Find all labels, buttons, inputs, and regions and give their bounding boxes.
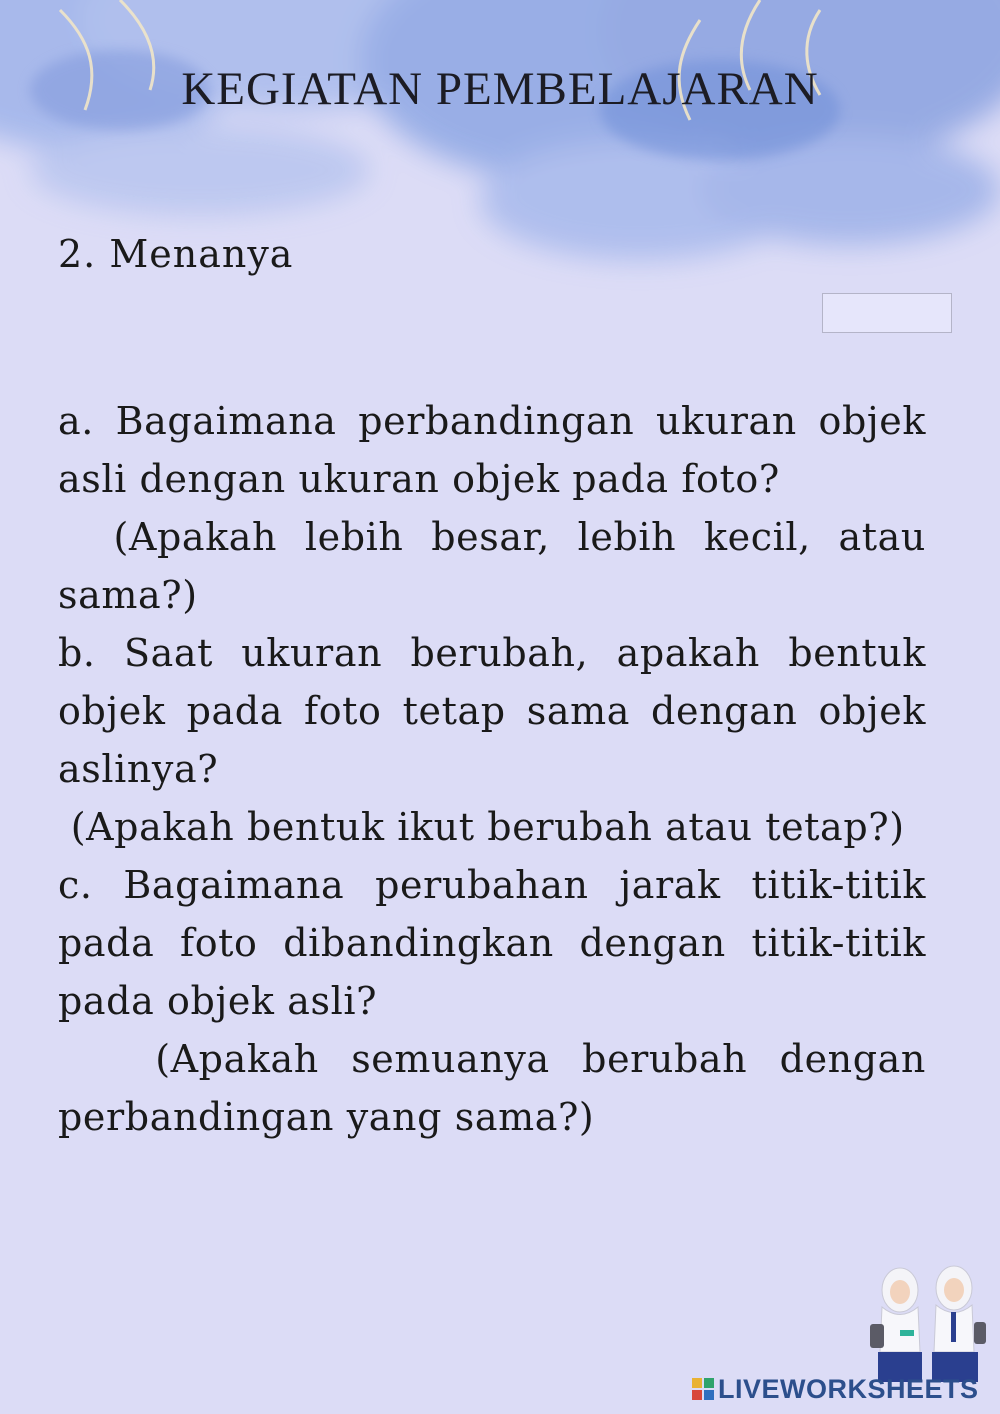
- liveworksheets-brand: [692, 1374, 979, 1404]
- brand-text: LIVEWORKSHEETS: [718, 1373, 979, 1404]
- question-c-hint: (Apakah semuanya berubah dengan perbandingan yang sama?): [58, 1037, 939, 1139]
- students-illustration: [862, 1262, 990, 1382]
- answer-input-box[interactable]: [822, 293, 952, 333]
- question-b-hint: (Apakah bentuk ikut berubah atau tetap?): [58, 805, 905, 849]
- section-heading: 2. Menanya: [58, 232, 294, 276]
- page-title: KEGIATAN PEMBELAJARAN: [181, 63, 819, 115]
- question-a: a. Bagaimana perbandingan ukuran objek asli dengan ukuran objek pada foto?: [58, 399, 926, 501]
- liveworksheets-logo-icon: [692, 1378, 714, 1400]
- question-a-hint: (Apakah lebih besar, lebih kecil, atau sama?): [58, 515, 939, 617]
- question-c: c. Bagaimana perubahan jarak titik-titik pada foto dibandingkan dengan titik-titik pada objek asli?: [58, 863, 926, 1023]
- question-list: [58, 392, 939, 1146]
- watercolor-header-background: [0, 0, 1000, 330]
- question-b: b. Saat ukuran berubah, apakah bentuk objek pada foto tetap sama dengan objek aslinya?: [58, 631, 926, 791]
